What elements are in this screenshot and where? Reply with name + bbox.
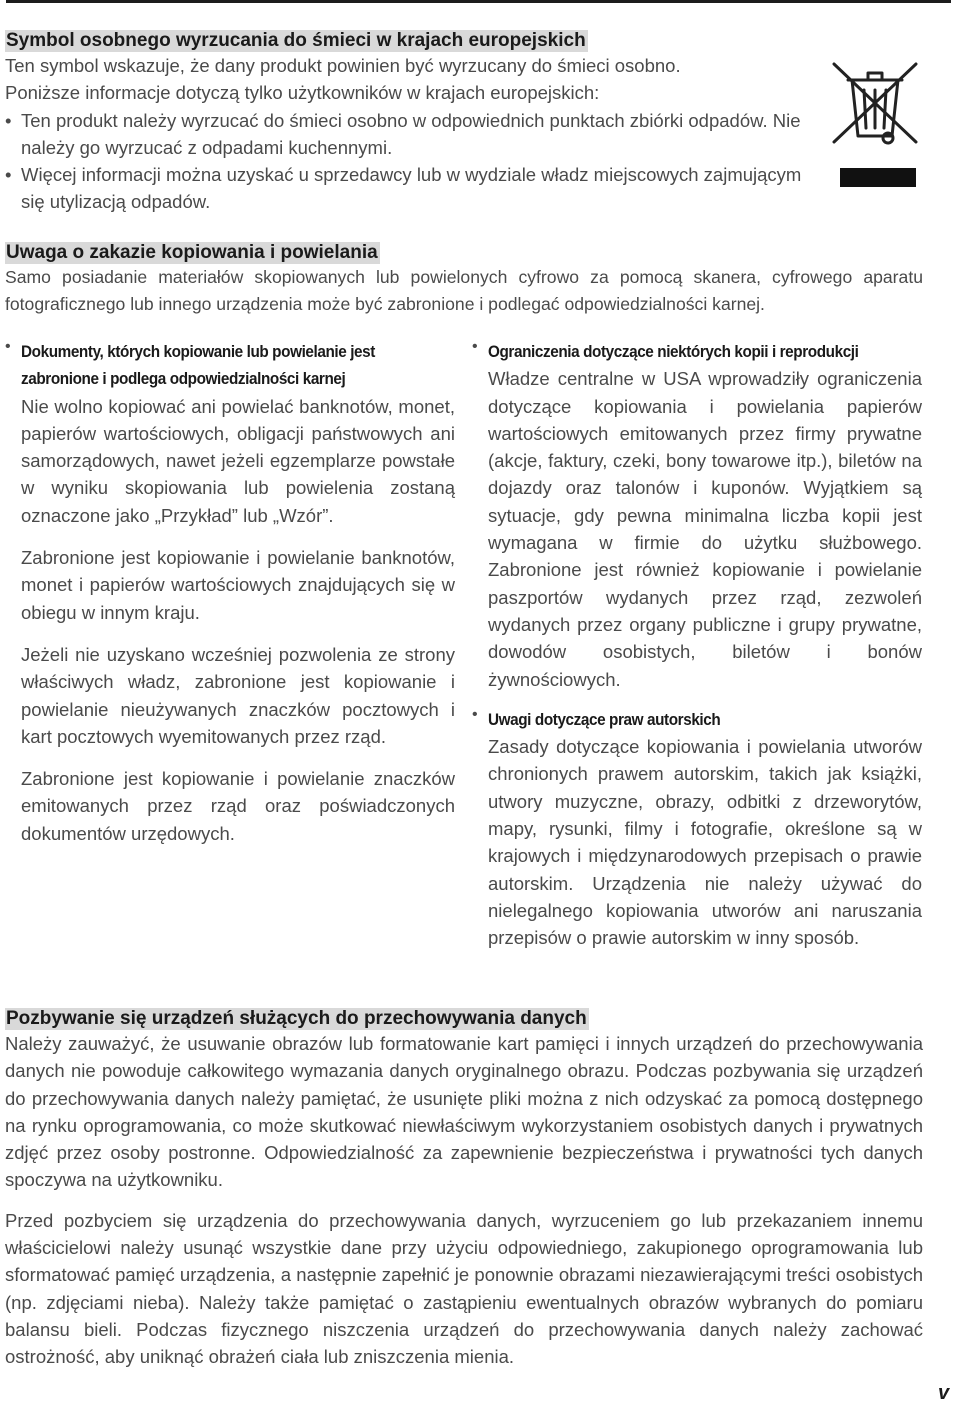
copy-limits-bullet <box>472 338 922 693</box>
waste-disposal-section <box>5 30 820 216</box>
copy-limits-text: Władze centralne w USA wprowadziły ograniczenia dotyczące kopiowania i powielania papierów wartościowych emitowanych przez firmy prywatne (akcje, faktury, czeki, bony towarowe itp.), biletów na dojazdy oraz talonów i kuponów. Wyjątkiem są sytuacje, gdy pewna minimalna liczba kopii jest wymagana w firmie do użytku służbowego. Zabronione jest również kopiowanie i powielanie paszportów wydanych przez rząd, zezwoleń wydanych przez organy publiczne i grupy prywatne, dowodów osobistych, biletów i bonów żywnościowych. <box>488 368 922 690</box>
copy-notice-section <box>5 242 923 319</box>
waste-line-1: Ten symbol wskazuje, że dany produkt powinien być wyrzucany do śmieci osobno. <box>5 55 681 76</box>
prohibited-paragraph-2: Zabronione jest kopiowanie i powielanie banknotów, monet i papierów wartościowych znajdujących się w obiegu w innym kraju. <box>21 547 455 623</box>
page-number: v <box>938 1382 950 1404</box>
top-rule <box>6 0 951 3</box>
prohibited-documents-bullet <box>5 338 455 847</box>
copyright-title: • Uwagi dotyczące praw autorskich <box>488 709 721 729</box>
prohibited-paragraph-3: Jeżeli nie uzyskano wcześniej pozwolenia ze strony właściwych władz, zabronione jest kopiowanie i powielanie nieużywanych znaczków pocztowych i kart pocztowych wyemitowanych przez rząd. <box>21 643 455 747</box>
prohibited-documents-column <box>5 338 455 847</box>
restrictions-column <box>472 338 922 952</box>
copy-notice-intro: Samo posiadanie materiałów skopiowanych lub powielonych cyfrowo za pomocą skanera, cyfrowego aparatu fotograficznego lub innego urządzenia może być zabronione i podlegać odpowiedzialności karnej. <box>5 267 923 315</box>
copyright-text: Zasady dotyczące kopiowania i powielania utworów chronionych prawem autorskim, takich jak książki, utwory muzyczne, obrazy, odbitki z drzeworytów, mapy, rysunki, filmy i fotografie, określone są w krajowych i międzynarodowych przepisach o prawie autorskim. Urządzenia nie należy używać do nielegalnego kopiowania utworów ani naruszania przepisów o prawie autorskim w inny sposób. <box>488 736 922 949</box>
prohibited-documents-title-line-2: zabronione i podlega odpowiedzialności karnej <box>21 369 346 389</box>
storage-disposal-paragraph-1: Należy zauważyć, że usuwanie obrazów lub formatowanie kart pamięci i innych urządzeń do przechowywania danych nie powoduje całkowitego wymazania danych oryginalnego obrazu. Podczas pozbywania się urządzeń do przechowywania danych należy pamiętać, że usunięte pliki można z nich odzyskać za pomocą dostępnego na rynku oprogramowania, co może skutkować niewłaściwym wykorzystaniem osobistych danych i prywatnych zdjęć przez osoby postronne. Odpowiedzialność za zapewnienie bezpieczeństwa i prywatności tych danych spoczywa na użytkowniku. <box>5 1033 923 1191</box>
waste-heading: Symbol osobnego wyrzucania do śmieci w krajach europejskich <box>6 30 586 51</box>
storage-disposal-section <box>5 1008 923 1371</box>
prohibited-paragraph-4: Zabronione jest kopiowanie i powielanie znaczków emitowanych przez rząd oraz poświadczonych dokumentów urzędowych. <box>21 768 455 844</box>
copyright-bullet <box>472 706 922 952</box>
storage-disposal-paragraph-2: Przed pozbyciem się urządzenia do przechowywania danych, wyrzuceniem go lub przekazaniem innemu właścicielowi należy usunąć wszystkie dane przy użyciu odpowiedniego, zakupionego oprogramowania lub sformatować pamięć urządzenia, a następnie zapełnić je ponownie obrazami niezawierającymi treści osobistych (np. zdjęciami nieba). Należy także pamiętać o zastąpieniu ewentualnych obrazów wybranych do pomiaru balansu bieli. Podczas fizycznego niszczenia urządzeń do przechowywania danych należy zachować ostrożność, aby uniknąć obrażeń ciała lub zniszczenia mienia. <box>5 1209 923 1368</box>
waste-line-2: Poniższe informacje dotyczą tylko użytkowników w krajach europejskich: <box>5 82 600 104</box>
prohibited-paragraph-1: Nie wolno kopiować ani powielać banknotów, monet, papierów wartościowych, obligacji państwowych ani samorządowych, nawet jeżeli egzemplarze powstałe w wyniku skopiowania lub powielenia zostaną oznaczone jako „Przykład” lub „Wzór”. <box>21 395 455 526</box>
waste-bullet-2: • Więcej informacji można uzyskać u sprzedawcy lub w wydziale władz miejscowych zajmującym się utylizacją odpadów. <box>5 161 820 216</box>
waste-bullet-1: • Ten produkt należy wyrzucać do śmieci osobno w odpowiednich punktach zbiórki odpadów. Nie należy go wyrzucać z odpadami kuchennymi. <box>5 107 820 162</box>
prohibited-documents-title-line-1: • Dokumenty, których kopiowanie lub powielanie jest <box>21 342 375 361</box>
storage-disposal-heading: Pozbywanie się urządzeń służących do przechowywania danych <box>6 1008 587 1029</box>
crossed-out-wheelie-bin-icon <box>830 58 920 190</box>
copy-limits-title: • Ograniczenia dotyczące niektórych kopii i reprodukcji <box>488 342 859 361</box>
copy-notice-heading: Uwaga o zakazie kopiowania i powielania <box>6 242 378 263</box>
